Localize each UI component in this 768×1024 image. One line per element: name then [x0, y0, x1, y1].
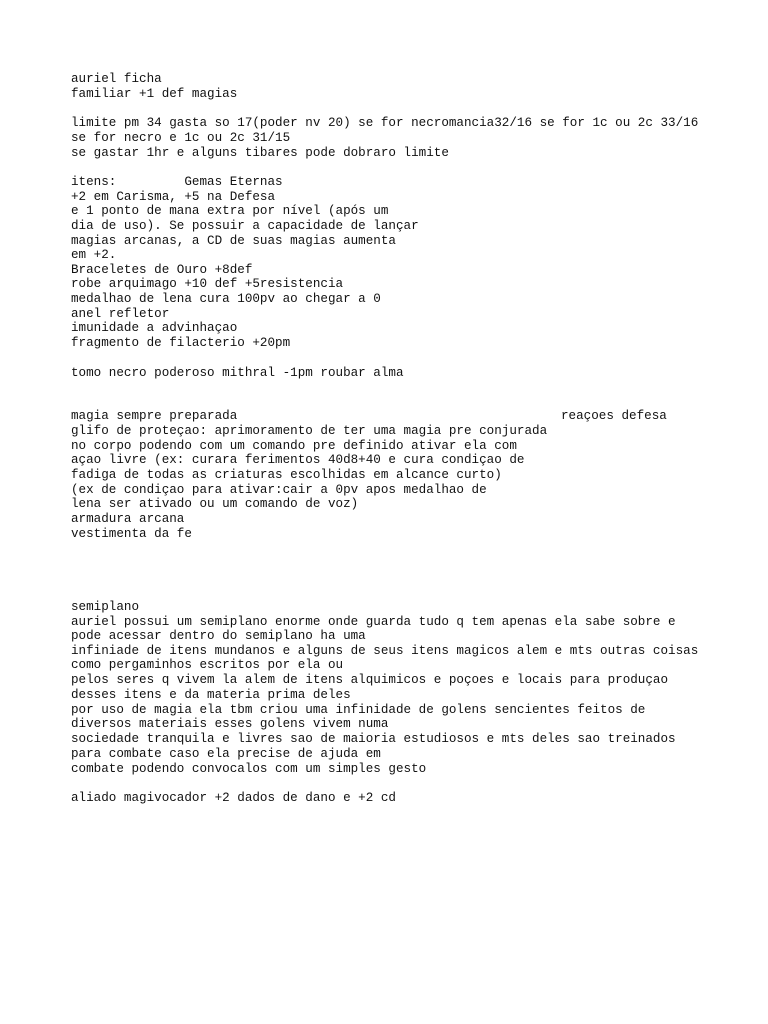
text-line: se for necro e 1c ou 2c 31/15 — [71, 131, 291, 145]
text-line: pode acessar dentro do semiplano ha uma — [71, 629, 366, 643]
text-line: no corpo podendo com um comando pre definido ativar ela com — [71, 439, 517, 453]
text-line: e 1 ponto de mana extra por nível (após um — [71, 204, 389, 218]
text-line: se gastar 1hr e alguns tibares pode dobraro limite — [71, 146, 449, 160]
text-line: (ex de condiçao para ativar:cair a 0pv apos medalhao de — [71, 483, 487, 497]
text-line: infiniade de itens mundanos e alguns de seus itens magicos alem e mts outras coisas — [71, 644, 699, 658]
text-line: +2 em Carisma, +5 na Defesa — [71, 190, 276, 204]
side-label: reaçoes defesa — [561, 409, 667, 423]
text-line: em +2. — [71, 248, 117, 262]
text-line: tomo necro poderoso mithral -1pm roubar alma — [71, 366, 404, 380]
text-line: armadura arcana — [71, 512, 185, 526]
text-line: lena ser ativado ou um comando de voz) — [71, 497, 359, 511]
text-line: magias arcanas, a CD de suas magias aumenta — [71, 234, 396, 248]
text-line: combate podendo convocalos com um simples gesto — [71, 762, 427, 776]
text-line: vestimenta da fe — [71, 527, 192, 541]
text-line: açao livre (ex: curara ferimentos 40d8+40 e cura condiçao de — [71, 453, 525, 467]
text-line: fragmento de filacterio +20pm — [71, 336, 291, 350]
text-line: sociedade tranquila e livres sao de maioria estudiosos e mts deles sao treinados — [71, 732, 676, 746]
items-heading: itens: Gemas Eternas — [71, 175, 283, 189]
text-line: diversos materiais esses golens vivem numa — [71, 717, 389, 731]
text-line: pelos seres q vivem la alem de itens alquimicos e poçoes e locais para produçao — [71, 673, 669, 687]
text-line: para combate caso ela precise de ajuda em — [71, 747, 381, 761]
text-line: dia de uso). Se possuir a capacidade de lançar — [71, 219, 419, 233]
text-line: auriel possui um semiplano enorme onde guarda tudo q tem apenas ela sabe sobre e — [71, 615, 676, 629]
text-line: imunidade a advinhaçao — [71, 321, 238, 335]
text-line: como pergaminhos escritos por ela ou — [71, 658, 344, 672]
section-heading: magia sempre preparada — [71, 409, 238, 423]
text-line: glifo de proteçao: aprimoramento de ter uma magia pre conjurada — [71, 424, 548, 438]
text-line: medalhao de lena cura 100pv ao chegar a 0 — [71, 292, 381, 306]
text-line: anel refletor — [71, 307, 170, 321]
text-line: robe arquimago +10 def +5resistencia — [71, 277, 344, 291]
text-line: limite pm 34 gasta so 17(poder nv 20) se for necromancia32/16 se for 1c ou 2c 33/16 — [71, 116, 699, 130]
text-line: fadiga de todas as criaturas escolhidas em alcance curto) — [71, 468, 502, 482]
text-line: por uso de magia ela tbm criou uma infinidade de golens sencientes feitos de — [71, 703, 646, 717]
text-line: Braceletes de Ouro +8def — [71, 263, 253, 277]
text-line: aliado magivocador +2 dados de dano e +2 cd — [71, 791, 396, 805]
text-line: desses itens e da materia prima deles — [71, 688, 351, 702]
doc-title: auriel ficha — [71, 72, 162, 86]
text-line: familiar +1 def magias — [71, 87, 238, 101]
section-heading: semiplano — [71, 600, 140, 614]
